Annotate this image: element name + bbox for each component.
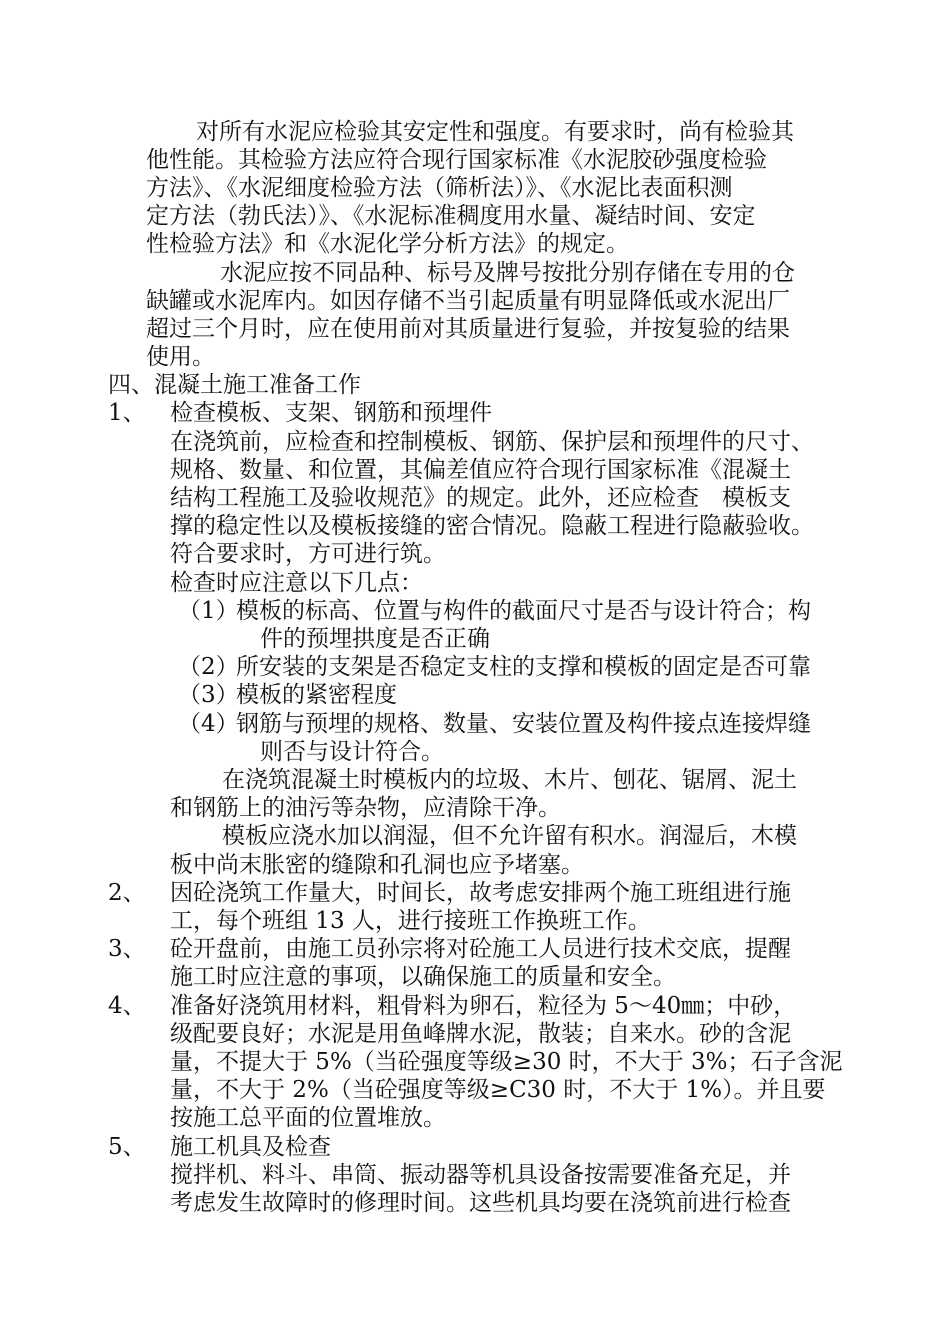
paragraph-line: 对所有水泥应检验其安定性和强度。有要求时，尚有检验其 xyxy=(196,119,794,145)
paragraph-line: 量，不大于 2%（当砼强度等级≥C30 时，不大于 1%）。并且要 xyxy=(170,1077,826,1103)
paragraph-line: 水泥应按不同品种、标号及牌号按批分别存储在专用的仓 xyxy=(220,260,795,286)
point-line: 模板的紧密程度 xyxy=(236,682,397,708)
paragraph-line: 按施工总平面的位置堆放。 xyxy=(170,1105,446,1131)
point-line: 模板的标高、位置与构件的截面尺寸是否与设计符合；构 xyxy=(236,598,811,624)
paragraph-line: 砼开盘前，由施工员孙宗将对砼施工人员进行技术交底，提醒 xyxy=(170,936,791,962)
paragraph-line: 准备好浇筑用材料，粗骨料为卵石，粒径为 5～40㎜；中砂， xyxy=(170,993,797,1019)
paragraph-line: 定方法（勃氏法）》、《水泥标准稠度用水量、凝结时间、安定 xyxy=(146,203,756,229)
paragraph-line: 因砼浇筑工作量大，时间长，故考虑安排两个施工班组进行施 xyxy=(170,880,791,906)
point-line: 件的预埋拱度是否正确 xyxy=(260,626,490,652)
paragraph-line: 板中尚末胀密的缝隙和孔洞也应予堵塞。 xyxy=(170,852,584,878)
item-number: 2、 xyxy=(108,880,146,906)
paragraph-line: 符合要求时，方可进行筑。 xyxy=(170,541,446,567)
point-number: （3） xyxy=(178,682,239,708)
note-title: 检查时应注意以下几点： xyxy=(170,570,423,596)
point-line: 钢筋与预埋的规格、数量、安装位置及构件接点连接焊缝 xyxy=(236,711,811,737)
paragraph-line: 方法》、《水泥细度检验方法（筛析法）》、《水泥比表面积测 xyxy=(146,175,733,201)
paragraph-line: 和钢筋上的油污等杂物，应清除干净。 xyxy=(170,795,561,821)
paragraph-line: 撑的稳定性以及模板接缝的密合情况。隐蔽工程进行隐蔽验收。 xyxy=(170,513,814,539)
point-number: （1） xyxy=(178,598,239,624)
paragraph-line: 在浇筑混凝土时模板内的垃圾、木片、刨花、锯屑、泥土 xyxy=(222,767,797,793)
paragraph-line: 使用。 xyxy=(146,344,215,370)
paragraph-line: 在浇筑前，应检查和控制模板、钢筋、保护层和预埋件的尺寸、 xyxy=(170,429,814,455)
item-number: 3、 xyxy=(108,936,146,962)
point-number: （2） xyxy=(178,654,239,680)
item-number: 5、 xyxy=(108,1134,146,1160)
paragraph-line: 施工时应注意的事项，以确保施工的质量和安全。 xyxy=(170,964,676,990)
paragraph-line: 模板应浇水加以润湿，但不允许留有积水。润湿后，木模 xyxy=(222,823,797,849)
item-number: 4、 xyxy=(108,993,146,1019)
paragraph-line: 他性能。其检验方法应符合现行国家标准《水泥胶砂强度检验 xyxy=(146,147,767,173)
paragraph-line: 搅拌机、料斗、串筒、振动器等机具设备按需要准备充足，并 xyxy=(170,1162,791,1188)
paragraph-line: 性检验方法》和《水泥化学分析方法》的规定。 xyxy=(146,231,629,257)
section-heading: 四、混凝土施工准备工作 xyxy=(108,372,361,398)
paragraph-line: 缺罐或水泥库内。如因存储不当引起质量有明显降低或水泥出厂 xyxy=(146,288,790,314)
paragraph-line: 级配要良好；水泥是用鱼峰牌水泥，散装；自来水。砂的含泥 xyxy=(170,1021,791,1047)
item-title: 施工机具及检查 xyxy=(170,1134,331,1160)
item-title: 检查模板、支架、钢筋和预埋件 xyxy=(170,400,492,426)
paragraph-line: 结构工程施工及验收规范》的规定。此外，还应检查 模板支 xyxy=(170,485,791,511)
item-number: 1、 xyxy=(108,400,146,426)
point-line: 所安装的支架是否稳定支柱的支撑和模板的固定是否可靠 xyxy=(236,654,811,680)
point-number: （4） xyxy=(178,711,239,737)
point-line: 则否与设计符合。 xyxy=(260,739,444,765)
paragraph-line: 规格、数量、和位置，其偏差值应符合现行国家标准《混凝土 xyxy=(170,457,791,483)
paragraph-line: 超过三个月时，应在使用前对其质量进行复验，并按复验的结果 xyxy=(146,316,790,342)
paragraph-line: 工，每个班组 13 人，进行接班工作换班工作。 xyxy=(170,908,651,934)
paragraph-line: 量，不提大于 5%（当砼强度等级≥30 时，不大于 3%；石子含泥 xyxy=(170,1049,843,1075)
paragraph-line: 考虑发生故障时的修理时间。这些机具均要在浇筑前进行检查 xyxy=(170,1190,791,1216)
